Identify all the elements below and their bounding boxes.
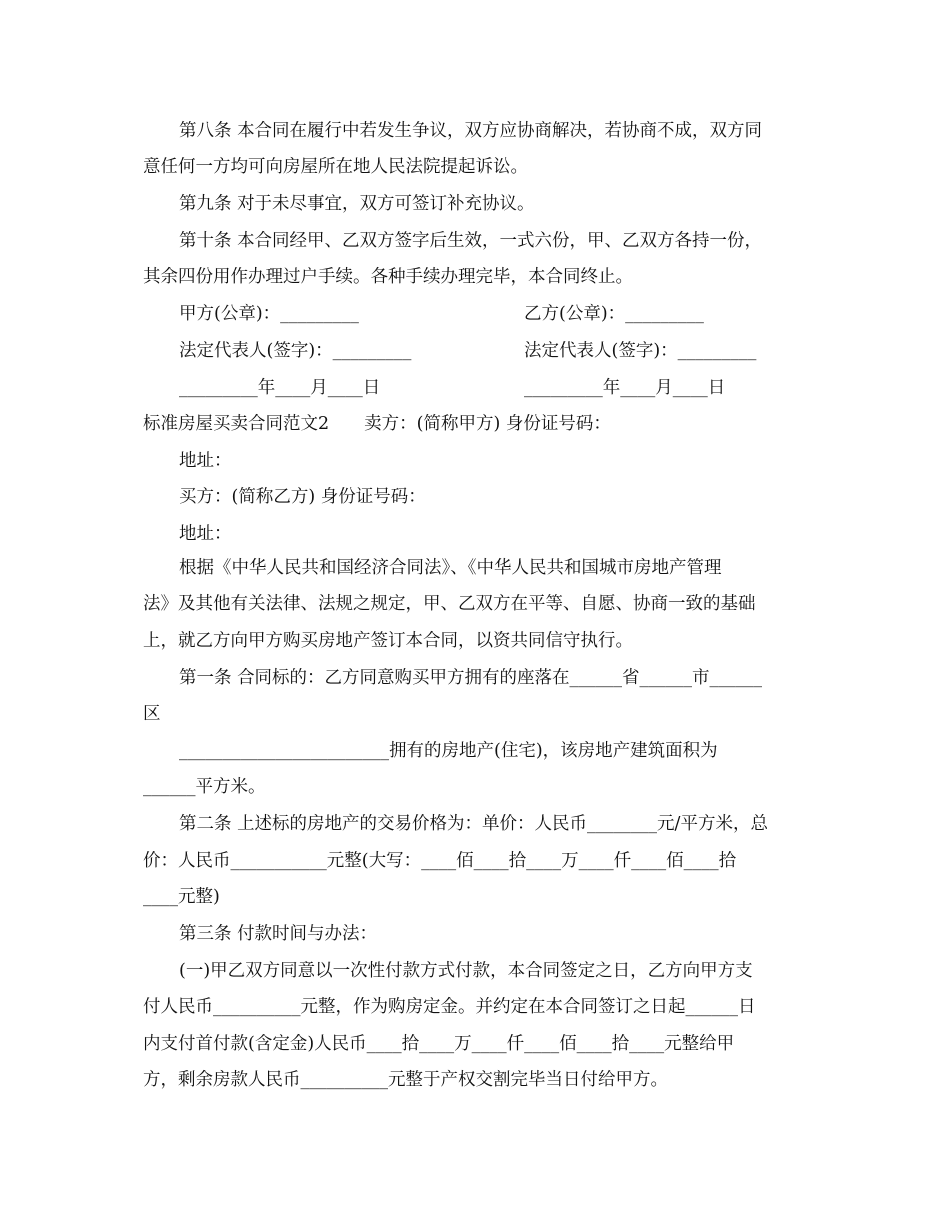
paragraph-line: (一)甲乙双方同意以一次性付款方式付款，本合同签定之日，乙方向甲方支 bbox=[179, 961, 753, 981]
paragraph-line: 区 bbox=[143, 704, 161, 724]
paragraph-line: 地址： bbox=[179, 524, 232, 544]
paragraph-line: 第二条 上述标的房地产的交易价格为：单价：人民币________元/平方米，总 bbox=[179, 814, 768, 834]
paragraph-line: 第九条 对于未尽事宜，双方可签订补充协议。 bbox=[179, 194, 535, 214]
paragraph-line: 内支付首付款(含定金)人民币____拾____万____仟____佰____拾____元整给甲 bbox=[143, 1034, 735, 1054]
paragraph-line: 意任何一方均可向房屋所在地人民法院提起诉讼。 bbox=[143, 157, 528, 177]
paragraph-line: 地址： bbox=[179, 451, 232, 471]
paragraph-line: 第三条 付款时间与办法： bbox=[179, 924, 378, 944]
signature-date-b: _________年____月____日 bbox=[524, 378, 726, 398]
signature-rep-b: 法定代表人(签字)：_________ bbox=[524, 341, 757, 361]
paragraph-line: 法》及其他有关法律、法规之规定，甲、乙双方在平等、自愿、协商一致的基础 bbox=[143, 594, 756, 614]
signature-party-a: 甲方(公章)：_________ bbox=[179, 304, 359, 324]
paragraph-line: ______平方米。 bbox=[143, 777, 266, 797]
paragraph-line: 付人民币__________元整，作为购房定金。并约定在本合同签订之日起______日 bbox=[143, 997, 756, 1017]
paragraph-line: 上，就乙方向甲方购买房地产签订本合同，以资共同信守执行。 bbox=[143, 631, 633, 651]
paragraph-line: 根据《中华人民共和国经济合同法》、《中华人民共和国城市房地产管理 bbox=[179, 558, 722, 578]
signature-date-a: _________年____月____日 bbox=[179, 378, 381, 398]
signature-party-b: 乙方(公章)：_________ bbox=[524, 304, 704, 324]
paragraph-line: 第一条 合同标的：乙方同意购买甲方拥有的座落在______省______市______ bbox=[179, 668, 763, 688]
paragraph-line: 方，剩余房款人民币__________元整于产权交割完毕当日付给甲方。 bbox=[143, 1070, 668, 1090]
paragraph-line: 价：人民币___________元整(大写：____佰____拾____万____仟____佰____拾 bbox=[143, 851, 737, 871]
paragraph-line: ____元整) bbox=[143, 887, 220, 907]
paragraph-line: ________________________拥有的房地产(住宅)，该房地产建筑面积为 bbox=[179, 741, 718, 761]
signature-rep-a: 法定代表人(签字)：_________ bbox=[179, 341, 412, 361]
section-heading: 标准房屋买卖合同范文2 卖方：(简称甲方) 身份证号码： bbox=[143, 414, 611, 434]
paragraph-line: 买方：(简称乙方) 身份证号码： bbox=[179, 487, 426, 507]
paragraph-line: 其余四份用作办理过户手续。各种手续办理完毕，本合同终止。 bbox=[143, 267, 633, 287]
paragraph-line: 第八条 本合同在履行中若发生争议，双方应协商解决，若协商不成，双方同 bbox=[179, 121, 763, 141]
paragraph-line: 第十条 本合同经甲、乙双方签字后生效，一式六份，甲、乙双方各持一份， bbox=[179, 231, 763, 251]
